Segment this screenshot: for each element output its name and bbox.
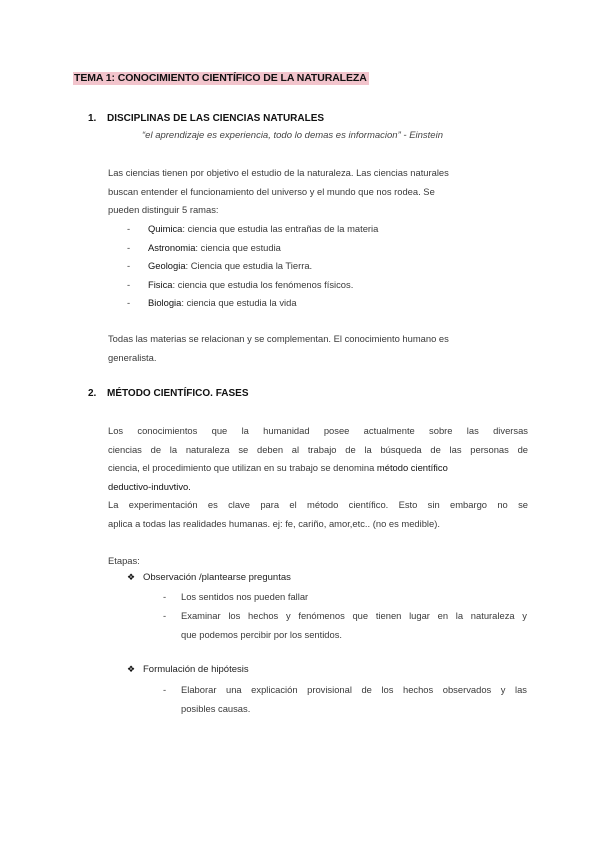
paragraph-line: Los conocimientos que la humanidad posee actualmente sobre las diversas [108,425,528,436]
section-1-intro [108,164,508,220]
stage-1-item-1: - Los sentidos nos pueden fallar [163,591,309,602]
list-item: - Astronomia: ciencia que estudia [127,241,281,253]
paragraph-line: aplica a todas las realidades humanas. ej: fe, cariño, amor,etc.. (no es medible). [108,517,440,529]
branch-term: Astronomia [148,241,196,253]
section-1-title: DISCIPLINAS DE LAS CIENCIAS NATURALES [107,113,325,124]
diamond-bullet-icon: ❖ [127,572,136,582]
branch-desc: : ciencia que estudia los fenómenos físicos. [172,278,354,290]
closing-line: Todas las materias se relacionan y se complementan. El conocimiento humano es [108,333,449,344]
section-2-number: 2. [88,388,97,399]
paragraph-line: ciencias de la naturaleza se deben al trabajo de la búsqueda de las personas de [108,443,528,455]
branch-desc: : ciencia que estudia [195,241,281,253]
list-item: - Fisica: ciencia que estudia los fenómenos físicos. [127,278,354,290]
method-term-2: deductivo-induvtivo. [108,480,191,492]
paragraph-line: La experimentación es clave para el método científico. Esto sin embargo no se [108,499,528,510]
closing-line: generalista. [108,351,157,363]
stage-2-item-1: - Elaborar una explicación provisional de los hechos observados y las posibles causas. [163,684,527,714]
diamond-bullet-icon: ❖ [127,664,136,674]
einstein-quote: “el aprendizaje es experiencia, todo lo demas es informacion” - Einstein [142,130,443,141]
paragraph-line: ciencia, el procedimiento que utilizan en su trabajo se denomina método científico [108,462,448,473]
branch-desc: : Ciencia que estudia la Tierra. [185,260,313,271]
section-1-heading [88,113,324,124]
stage-2-title: Formulación de hipótesis [143,664,249,675]
intro-line: buscan entender el funcionamiento del universo y el mundo que nos rodea. Se [108,185,435,197]
branches-list [127,220,378,313]
section-2-title: MÉTODO CIENTÍFICO. FASES [107,388,249,399]
stage-1-title: Observación /plantearse preguntas [143,572,291,583]
paragraph-line [108,478,528,497]
branch-term: Quimica [148,223,183,234]
section-2-paragraph-1 [108,422,528,533]
stage-2 [127,664,249,675]
branch-term: Biologia [148,297,182,308]
section-1-closing [108,330,508,367]
section-2-heading [88,388,249,399]
branch-desc: : ciencia que estudia la vida [181,297,297,308]
branch-term: Fisica [148,278,173,290]
list-item: - Biologia: ciencia que estudia la vida [127,297,297,308]
intro-line: pueden distinguir 5 ramas: [108,204,219,215]
intro-line: Las ciencias tienen por objetivo el estudio de la naturaleza. Las ciencias naturales [108,167,449,178]
list-item: - Quimica: ciencia que estudia las entrañas de la materia [127,223,379,234]
branch-term: Geologia [148,260,186,271]
page-title: TEMA 1: CONOCIMIENTO CIENTÍFICO DE LA NATURALEZA [74,72,367,84]
stage-1 [127,572,291,583]
section-1-number: 1. [88,113,97,124]
stages-label: Etapas: [108,555,140,566]
stage-1-item-2: - Examinar los hechos y fenómenos que tienen lugar en la naturaleza y que podemos percibir por los sentidos. [163,610,527,640]
branch-desc: : ciencia que estudia las entrañas de la materia [182,223,379,234]
method-term: método científico [376,462,448,473]
list-item: - Geologia: Ciencia que estudia la Tierra. [127,260,313,271]
